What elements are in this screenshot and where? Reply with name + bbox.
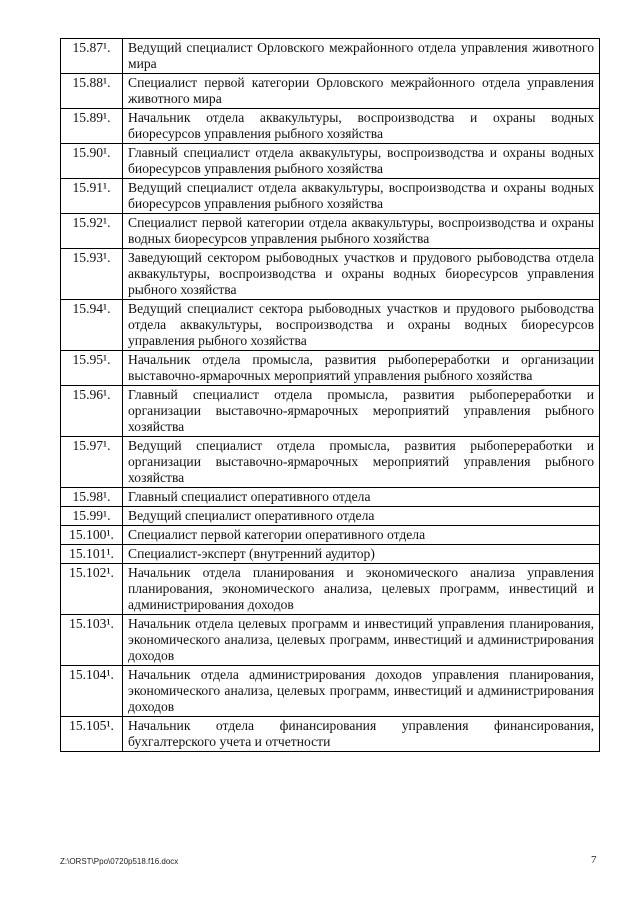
- table-row: [61, 545, 600, 564]
- position-title: Главный специалист отдела аквакультуры, воспроизводства и охраны водных биоресурсов управления рыбного хозяйства: [123, 144, 600, 179]
- item-number: 15.104¹.: [61, 666, 123, 717]
- table-row: [61, 179, 600, 214]
- item-number: 15.88¹.: [61, 74, 123, 109]
- item-number: 15.97¹.: [61, 437, 123, 488]
- position-title: Ведущий специалист Орловского межрайонного отдела управления животного мира: [123, 39, 600, 74]
- table-row: [61, 109, 600, 144]
- table-row: [61, 666, 600, 717]
- item-number: 15.95¹.: [61, 351, 123, 386]
- item-number: 15.93¹.: [61, 249, 123, 300]
- item-number: 15.100¹.: [61, 526, 123, 545]
- position-title: Специалист-эксперт (внутренний аудитор): [123, 545, 600, 564]
- table-row: [61, 507, 600, 526]
- item-number: 15.90¹.: [61, 144, 123, 179]
- position-title: Начальник отдела аквакультуры, воспроизводства и охраны водных биоресурсов управления рыбного хозяйства: [123, 109, 600, 144]
- position-title: Начальник отдела планирования и экономического анализа управления планирования, экономического анализа, целевых программ, инвестиций и администрирования доходов: [123, 564, 600, 615]
- item-number: 15.99¹.: [61, 507, 123, 526]
- table-row: [61, 74, 600, 109]
- positions-table-body: [61, 39, 600, 752]
- item-number: 15.92¹.: [61, 214, 123, 249]
- table-row: [61, 300, 600, 351]
- item-number: 15.94¹.: [61, 300, 123, 351]
- position-title: Ведущий специалист отдела аквакультуры, воспроизводства и охраны водных биоресурсов управления рыбного хозяйства: [123, 179, 600, 214]
- table-row: [61, 615, 600, 666]
- item-number: 15.96¹.: [61, 386, 123, 437]
- positions-table: [60, 38, 600, 752]
- item-number: 15.91¹.: [61, 179, 123, 214]
- position-title: Заведующий сектором рыбоводных участков и прудового рыбоводства отдела аквакультуры, воспроизводства и охраны водных биоресурсов управления рыбного хозяйства: [123, 249, 600, 300]
- item-number: 15.98¹.: [61, 488, 123, 507]
- item-number: 15.105¹.: [61, 717, 123, 752]
- table-row: [61, 144, 600, 179]
- footer-file-path: Z:\ORST\Ppo\0720p518.f16.docx: [60, 857, 179, 866]
- table-row: [61, 214, 600, 249]
- table-row: [61, 351, 600, 386]
- item-number: 15.103¹.: [61, 615, 123, 666]
- position-title: Начальник отдела промысла, развития рыбопереработки и организации выставочно-ярмарочных мероприятий управления рыбного хозяйства: [123, 351, 600, 386]
- position-title: Начальник отдела целевых программ и инвестиций управления планирования, экономического анализа, целевых программ, инвестиций и администрирования доходов: [123, 615, 600, 666]
- position-title: Начальник отдела финансирования управления финансирования, бухгалтерского учета и отчетности: [123, 717, 600, 752]
- table-row: [61, 488, 600, 507]
- table-row: [61, 717, 600, 752]
- position-title: Ведущий специалист отдела промысла, развития рыбопереработки и организации выставочно-ярмарочных мероприятий управления рыбного хозяйства: [123, 437, 600, 488]
- table-row: [61, 386, 600, 437]
- item-number: 15.101¹.: [61, 545, 123, 564]
- position-title: Ведущий специалист оперативного отдела: [123, 507, 600, 526]
- position-title: Главный специалист оперативного отдела: [123, 488, 600, 507]
- position-title: Начальник отдела администрирования доходов управления планирования, экономического анализа, целевых программ, инвестиций и администрирования доходов: [123, 666, 600, 717]
- item-number: 15.89¹.: [61, 109, 123, 144]
- table-row: [61, 437, 600, 488]
- position-title: Специалист первой категории оперативного отдела: [123, 526, 600, 545]
- item-number: 15.102¹.: [61, 564, 123, 615]
- table-row: [61, 564, 600, 615]
- table-row: [61, 249, 600, 300]
- table-row: [61, 526, 600, 545]
- item-number: 15.87¹.: [61, 39, 123, 74]
- position-title: Главный специалист отдела промысла, развития рыбопереработки и организации выставочно-ярмарочных мероприятий управления рыбного хозяйства: [123, 386, 600, 437]
- position-title: Специалист первой категории отдела аквакультуры, воспроизводства и охраны водных биоресурсов управления рыбного хозяйства: [123, 214, 600, 249]
- page-number: 7: [591, 854, 597, 866]
- position-title: Специалист первой категории Орловского межрайонного отдела управления животного мира: [123, 74, 600, 109]
- table-row: [61, 39, 600, 74]
- position-title: Ведущий специалист сектора рыбоводных участков и прудового рыбоводства отдела аквакультуры, воспроизводства и охраны водных биоресурсов управления рыбного хозяйства: [123, 300, 600, 351]
